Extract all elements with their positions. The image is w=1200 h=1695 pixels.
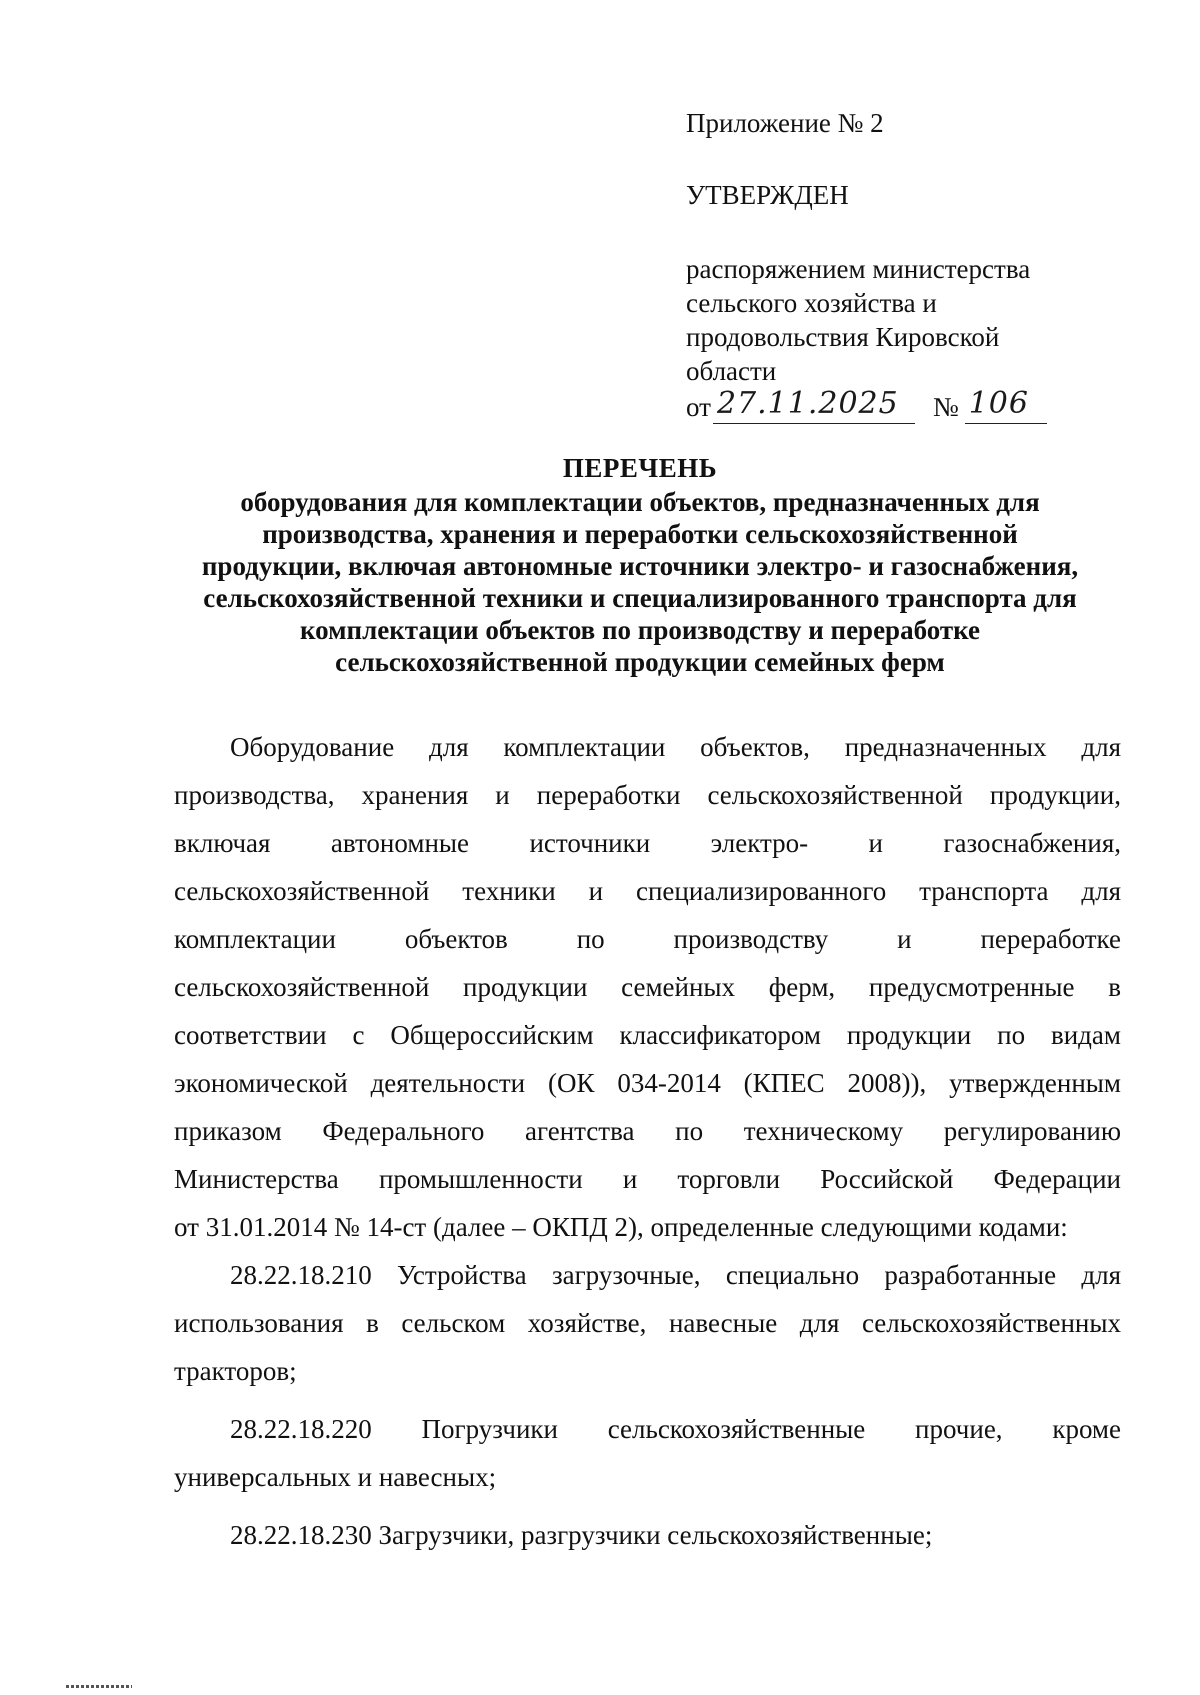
title-subtitle-line: продукции, включая автономные источники электро- и газоснабжения, (201, 551, 1079, 581)
document-body (174, 723, 1121, 1559)
text-line: сельскохозяйственной продукции семейных ферм, предусмотренные в (174, 972, 1121, 1002)
approval-line: продовольствия Кировской (686, 322, 1000, 352)
title-subtitle-line: сельскохозяйственной техники и специализированного транспорта для (203, 583, 1077, 613)
intro-paragraph (174, 723, 1121, 1251)
code-item (174, 1511, 1121, 1559)
appendix-label: Приложение № 2 (686, 108, 884, 138)
text-line: приказом Федерального агентства по техническому регулированию (174, 1116, 1121, 1146)
text-line: 28.22.18.210 Устройства загрузочные, специально разработанные для (230, 1260, 1121, 1290)
text-line: соответствии с Общероссийским классификатором продукции по видам (174, 1020, 1121, 1050)
text-line: от 31.01.2014 № 14-ст (далее – ОКПД 2), определенные следующими кодами: (174, 1212, 1068, 1242)
text-line: производства, хранения и переработки сельскохозяйственной продукции, (174, 780, 1121, 810)
handwritten-number: 106 (968, 386, 1029, 421)
text-line: 28.22.18.220 Погрузчики сельскохозяйственные прочие, кроме (230, 1414, 1121, 1444)
code-item (174, 1251, 1121, 1395)
number-prefix: № (932, 392, 959, 422)
approval-line: области (686, 356, 777, 386)
text-line: универсальных и навесных; (174, 1462, 497, 1492)
approval-line: распоряжением министерства (686, 254, 1031, 284)
approval-authority (686, 252, 1106, 388)
handwritten-date: 27.11.2025 (716, 386, 899, 421)
title-subtitle-line: производства, хранения и переработки сельскохозяйственной (262, 519, 1018, 549)
title-subtitle-line: комплектации объектов по производству и переработке (299, 615, 980, 645)
title-subtitle-line: сельскохозяйственной продукции семейных ферм (335, 647, 945, 677)
text-line: включая автономные источники электро- и газоснабжения, (174, 828, 1121, 858)
text-line: комплектации объектов по производству и переработке (174, 924, 1121, 954)
date-prefix: от (686, 392, 711, 422)
text-line: 28.22.18.230 Загрузчики, разгрузчики сельскохозяйственные; (230, 1520, 933, 1550)
approval-line: сельского хозяйства и (686, 288, 937, 318)
text-line: использования в сельском хозяйстве, навесные для сельскохозяйственных (174, 1308, 1121, 1338)
text-line: экономической деятельности (ОК 034-2014 (КПЕС 2008)), утвержденным (174, 1068, 1121, 1098)
document-title-block (150, 452, 1130, 678)
number-field (965, 386, 1047, 424)
text-line: сельскохозяйственной техники и специализированного транспорта для (174, 876, 1121, 906)
text-line: Министерства промышленности и торговли Российской Федерации (174, 1164, 1121, 1194)
document-title: ПЕРЕЧЕНЬ (562, 453, 718, 483)
date-field (713, 386, 915, 424)
text-line: Оборудование для комплектации объектов, предназначенных для (230, 732, 1121, 762)
approved-label: УТВЕРЖДЕН (686, 180, 849, 210)
text-line: тракторов; (174, 1356, 297, 1386)
title-subtitle-line: оборудования для комплектации объектов, предназначенных для (240, 487, 1040, 517)
date-number-row (686, 388, 1106, 424)
code-item (174, 1405, 1121, 1501)
scan-artifact (66, 1685, 132, 1688)
approval-block (686, 106, 1106, 424)
